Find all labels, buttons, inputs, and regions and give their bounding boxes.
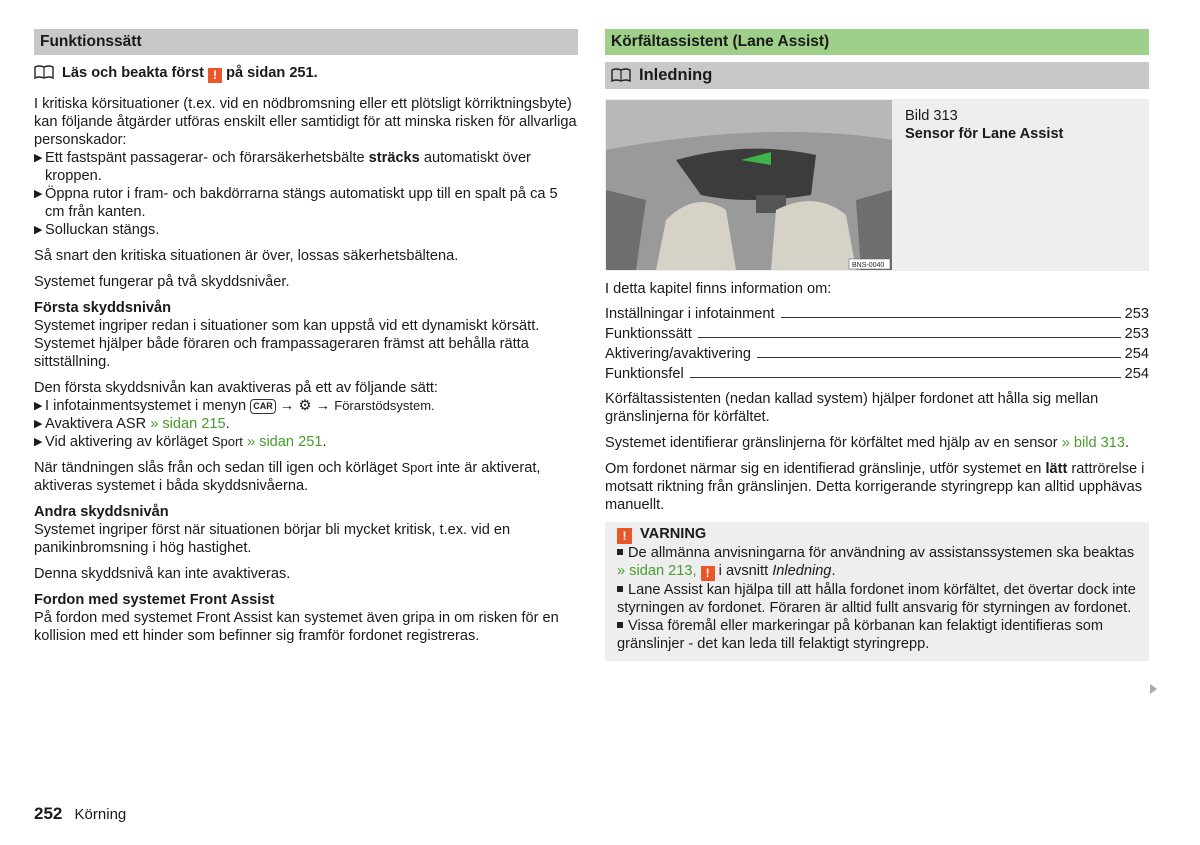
chapter-heading: Körfältassistent (Lane Assist) bbox=[605, 29, 1149, 55]
toc-entry[interactable]: Funktionsfel 254 bbox=[605, 366, 1149, 382]
subheading: Första skyddsnivån bbox=[34, 300, 172, 316]
triangle-bullet-icon: ▶ bbox=[34, 152, 43, 164]
continue-arrow-icon bbox=[1150, 684, 1157, 694]
subheading: Fordon med systemet Front Assist bbox=[34, 592, 275, 608]
toc-list bbox=[605, 303, 1149, 383]
bullet-list bbox=[34, 397, 578, 451]
section-name: Körning bbox=[74, 806, 127, 823]
list-item: ▶ Avaktivera ASR » sidan 215. bbox=[34, 416, 230, 432]
warning-icon: ! bbox=[617, 528, 632, 544]
figure-caption bbox=[893, 99, 1063, 271]
square-bullet-icon bbox=[617, 549, 623, 555]
list-item: ▶ Ett fastspänt passagerar- och förarsäkerhetsbälte sträcks automatiskt över kroppen. bbox=[34, 150, 531, 184]
left-column bbox=[34, 29, 578, 653]
car-interior-illustration bbox=[606, 100, 892, 270]
windshield-sensor-image bbox=[606, 100, 892, 270]
paragraph: Så snart den kritiska situationen är över, lossas säkerhetsbältena. bbox=[34, 248, 459, 264]
warning-item: De allmänna anvisningarna för användning av assistanssystemen ska beaktas » sidan 213, ! i avsnitt Inledning. bbox=[617, 545, 1135, 580]
subsection-heading: Inledning bbox=[605, 62, 1149, 89]
menu-name: Förarstödsystem. bbox=[334, 398, 435, 413]
paragraph: Systemet ingriper redan i situationer som kan uppstå vid ett dynamiskt körsätt. Systemet hjälper både föraren och frampassageraren främst att behålla rätta sittställning. bbox=[34, 318, 540, 370]
list-item: ▶ Öppna rutor i fram- och bakdörrarna stängs automatiskt upp till en spalt på ca 5 cm från kanten. bbox=[34, 186, 558, 220]
warning-icon: ! bbox=[701, 566, 715, 581]
paragraph: Systemet fungerar på två skyddsnivåer. bbox=[34, 274, 290, 290]
page-link[interactable]: » sidan 215 bbox=[150, 416, 226, 432]
paragraph: När tändningen slås från och sedan till igen och körläget Sport inte är aktiverat, aktiveras systemet i båda skyddsnivåerna. bbox=[34, 460, 541, 494]
toc-entry[interactable]: Aktivering/avaktivering 254 bbox=[605, 346, 1149, 362]
toc-entry[interactable]: Inställningar i infotainment 253 bbox=[605, 306, 1149, 322]
warning-box bbox=[605, 522, 1149, 661]
figure bbox=[605, 99, 1149, 271]
page-footer bbox=[34, 805, 126, 824]
triangle-bullet-icon: ▶ bbox=[34, 418, 43, 430]
section-heading: Funktionssätt bbox=[34, 29, 578, 55]
triangle-bullet-icon: ▶ bbox=[34, 400, 43, 412]
book-icon bbox=[34, 65, 54, 79]
figure-number: Bild 313 bbox=[905, 108, 958, 124]
page-number: 252 bbox=[34, 804, 63, 823]
paragraph: Körfältassistenten (nedan kallad system) hjälper fordonet att hålla sig mellan gränslinjerna för körfältet. bbox=[605, 391, 1099, 425]
paragraph: Systemet identifierar gränslinjerna för körfältet med hjälp av en sensor » bild 313. bbox=[605, 435, 1130, 451]
car-key-icon: CAR bbox=[250, 399, 276, 414]
read-first-note bbox=[34, 64, 578, 83]
list-item: ▶ Solluckan stängs. bbox=[34, 222, 160, 238]
paragraph: Systemet ingriper först när situationen börjar bli mycket kritisk, t.ex. vid en panikinbromsning i hög hastighet. bbox=[34, 522, 511, 556]
book-icon bbox=[611, 68, 631, 82]
warning-item: Lane Assist kan hjälpa till att hålla fordonet inom körfältet, det övertar dock inte styrningen av fordonet. Föraren är alltid fullt ansvarig för styrningen av fordonet. bbox=[617, 582, 1136, 616]
warning-icon: ! bbox=[208, 68, 222, 83]
square-bullet-icon bbox=[617, 586, 623, 592]
list-item: ▶ Vid aktivering av körläget Sport » sidan 251. bbox=[34, 434, 327, 450]
read-first-link[interactable]: på sidan 251. bbox=[226, 65, 318, 81]
paragraph: På fordon med systemet Front Assist kan systemet även gripa in om risken för en kollision med ett hinder som befinner sig framför fordonet registreras. bbox=[34, 610, 559, 644]
page-link[interactable]: » sidan 251 bbox=[242, 434, 323, 450]
read-first-text: Läs och beakta först bbox=[62, 65, 204, 81]
list-item: ▶ I infotainmentsystemet i menyn CAR → ⚙ → Förarstödsystem. bbox=[34, 398, 435, 414]
toc-entry[interactable]: Funktionssätt 253 bbox=[605, 326, 1149, 342]
figure-title: Sensor för Lane Assist bbox=[905, 126, 1064, 142]
paragraph: Om fordonet närmar sig en identifierad gränslinje, utför systemet en lätt rattrörelse i motsatt riktning från gränslinjen. Detta korrigerande styringrepp kan alltid upphävas manuellt. bbox=[605, 461, 1145, 513]
toc-intro: I detta kapitel finns information om: bbox=[605, 281, 832, 297]
right-column bbox=[605, 29, 1149, 661]
triangle-bullet-icon: ▶ bbox=[34, 436, 43, 448]
paragraph: Den första skyddsnivån kan avaktiveras på ett av följande sätt: bbox=[34, 380, 438, 396]
figure-link[interactable]: » bild 313 bbox=[1061, 435, 1125, 451]
warning-item: Vissa föremål eller markeringar på körbanan kan felaktigt identifieras som gränslinjer - det kan leda till felaktigt styringrepp. bbox=[617, 618, 1104, 652]
warning-title: ! VARNING bbox=[617, 524, 1139, 544]
page-link[interactable]: » sidan 213, bbox=[617, 563, 697, 579]
paragraph: Denna skyddsnivå kan inte avaktiveras. bbox=[34, 566, 291, 582]
intro-paragraph: I kritiska körsituationer (t.ex. vid en nödbromsning eller ett plötsligt körriktningsbyte) kan följande åtgärder utföras enskilt eller samtidigt för att minska risken för allvarliga personskador: bbox=[34, 96, 577, 148]
square-bullet-icon bbox=[617, 622, 623, 628]
settings-gear-icon: ⚙ bbox=[298, 398, 312, 414]
subheading: Andra skyddsnivån bbox=[34, 504, 169, 520]
triangle-bullet-icon: ▶ bbox=[34, 224, 43, 236]
bullet-list bbox=[34, 149, 578, 239]
figure-code: BNS-0040 bbox=[852, 262, 885, 269]
triangle-bullet-icon: ▶ bbox=[34, 188, 43, 200]
